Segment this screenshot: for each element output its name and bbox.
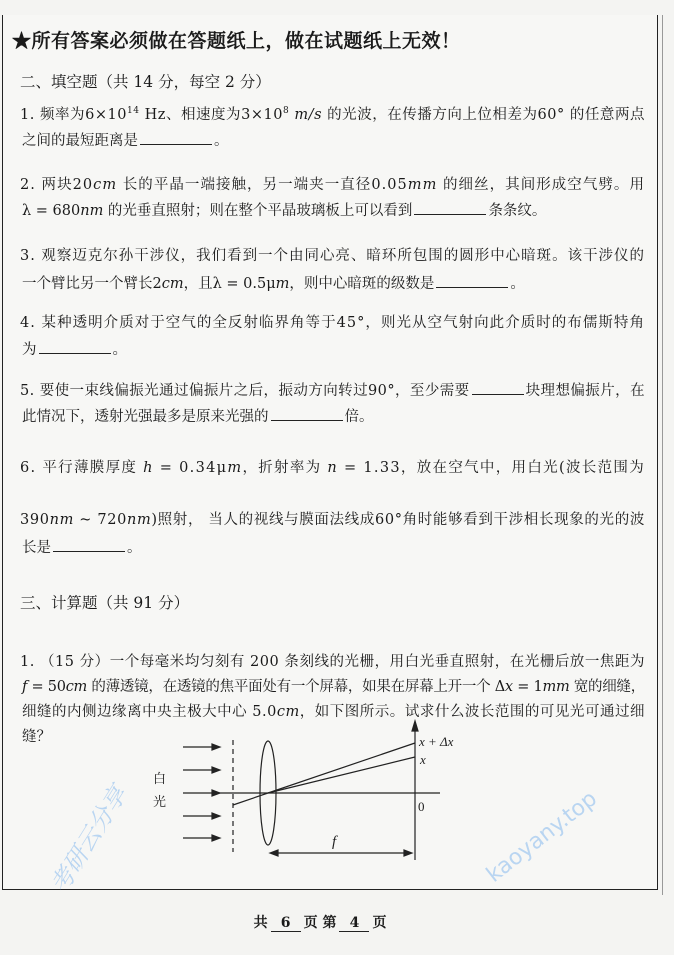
footer-page-word: 页 — [303, 915, 318, 931]
line-text: 的光波，在传播方向上位相差为60° 的任意两点 — [322, 107, 646, 123]
line-text: ，且λ = 0.5μ — [183, 276, 276, 292]
ray-upper — [233, 793, 268, 805]
math-symbol: nm — [80, 203, 104, 219]
line-text: 6. 平行薄膜厚度 — [20, 460, 144, 476]
footer-current-page: 4 — [339, 915, 369, 932]
math-symbol: mm — [407, 177, 438, 193]
watermark-cn: 考研云分享 — [45, 781, 133, 899]
line-text: = 1 — [512, 679, 543, 695]
line-text: 390 — [20, 512, 50, 528]
math-symbol: f — [22, 679, 28, 695]
line-text: 条条纹。 — [488, 203, 547, 219]
math-symbol: cm — [93, 177, 118, 193]
line-text: 三、计算题（共 91 分） — [20, 594, 190, 612]
math-symbol: m — [227, 460, 243, 476]
math-symbol: cm — [161, 276, 184, 292]
math-symbol: nm — [49, 512, 75, 528]
line-text: 为 — [22, 342, 37, 358]
line-text: 的细丝，其间形成空气劈。用 — [437, 177, 645, 193]
screen-axis-arrow — [412, 721, 418, 731]
line-text: 。 — [127, 540, 142, 556]
label-origin: 0 — [418, 799, 425, 814]
line-text: 2. 两块20 — [20, 177, 94, 193]
line-text: 1. （15 分）一个每毫米均匀刻有 200 条刻线的光栅，用白光垂直照射，在光栅后放一焦距为 — [20, 654, 645, 670]
line-text: 倍。 — [344, 409, 374, 425]
line-text: 4. 某种透明介质对于空气的全反射临界角等于45°，则光从空气射向此介质时的布儒斯特角 — [20, 315, 645, 331]
exam-notice: ★所有答案必须做在答题纸上，做在试题纸上无效！ — [12, 30, 461, 52]
label-x: x — [420, 752, 426, 767]
line-text: 。 — [112, 342, 127, 358]
label-x-plus-dx: x + Δx — [419, 734, 454, 749]
light-label: 光 — [153, 795, 167, 810]
footer-current-prefix: 第 — [322, 915, 337, 931]
math-symbol: cm — [276, 704, 300, 720]
light-label: 白 — [153, 772, 167, 787]
math-symbol: nm — [126, 512, 152, 528]
footer-total-prefix: 共 — [253, 915, 268, 931]
line-text: 。 — [214, 133, 229, 149]
line-text: ~ 720 — [74, 512, 127, 528]
line-text: 长是 — [22, 540, 51, 556]
math-symbol: h — [143, 460, 154, 476]
math-symbol: m/s — [289, 107, 323, 123]
line-text: 3. 观察迈克尔孙干涉仪，我们看到一个由同心亮、暗环所包围的圆形中心暗斑。该干涉仪的 — [20, 248, 645, 264]
line-text: Hz、相速度为3×10 — [139, 107, 283, 123]
line-text: 之间的最短距离是 — [22, 133, 138, 149]
line-text: 宽的细缝， — [569, 679, 646, 695]
line-text: = 50 — [27, 679, 66, 695]
line-text: 5. 要使一束线偏振光通过偏振片之后，振动方向转过90°，至少需要 — [20, 383, 470, 399]
watermark-url: kaoyany.top — [482, 786, 602, 888]
footer-total-pages: 6 — [271, 915, 301, 932]
line-text: 缝？ — [22, 729, 51, 745]
math-symbol: m — [275, 276, 290, 292]
math-symbol: n — [327, 460, 339, 476]
line-text: λ = 680 — [22, 203, 81, 219]
line-text: ，如下图所示。试求什么波长范围的可见光可通过细 — [299, 704, 645, 720]
line-text: = 0.34μ — [153, 460, 228, 476]
line-text: 长的平晶一端接触，另一端夹一直径0.05 — [117, 177, 408, 193]
line-text: ，折射率为 — [242, 460, 328, 476]
superscript: 8 — [283, 106, 290, 116]
page-footer — [0, 912, 640, 932]
math-symbol: cm — [65, 679, 88, 695]
label-focal-length: f — [332, 834, 337, 850]
line-text: 1. 频率为6×10 — [20, 107, 127, 123]
ray-x-dx — [268, 743, 415, 793]
line-text: 的光垂直照射；则在整个平晶玻璃板上可以看到 — [103, 203, 413, 219]
line-text: 的薄透镜，在透镜的焦平面处有一个屏幕，如果在屏幕上开一个 Δ — [87, 679, 505, 695]
line-text: 此情况下，透射光强最多是原来光强的 — [22, 409, 269, 425]
superscript: 14 — [127, 106, 140, 116]
math-symbol: mm — [542, 679, 570, 695]
footer-page-word-2: 页 — [372, 915, 387, 931]
line-text: = 1.33，放在空气中，用白光(波长范围为 — [338, 460, 646, 476]
ray-x — [268, 757, 415, 793]
line-text: ，则中心暗斑的级数是 — [289, 276, 435, 292]
line-text: 细缝的内侧边缘离中央主极大中心 5.0 — [22, 704, 277, 720]
line-text: 二、填空题（共 14 分，每空 2 分） — [20, 73, 271, 91]
math-symbol: x — [504, 679, 513, 695]
line-text: 块理想偏振片，在 — [525, 383, 645, 399]
line-text: 一个臂比另一个臂长2 — [22, 276, 162, 292]
line-text: )照射， 当人的视线与膜面法线成60°角时能够看到干涉相长现象的光的波 — [151, 512, 645, 528]
line-text: 。 — [510, 276, 525, 292]
